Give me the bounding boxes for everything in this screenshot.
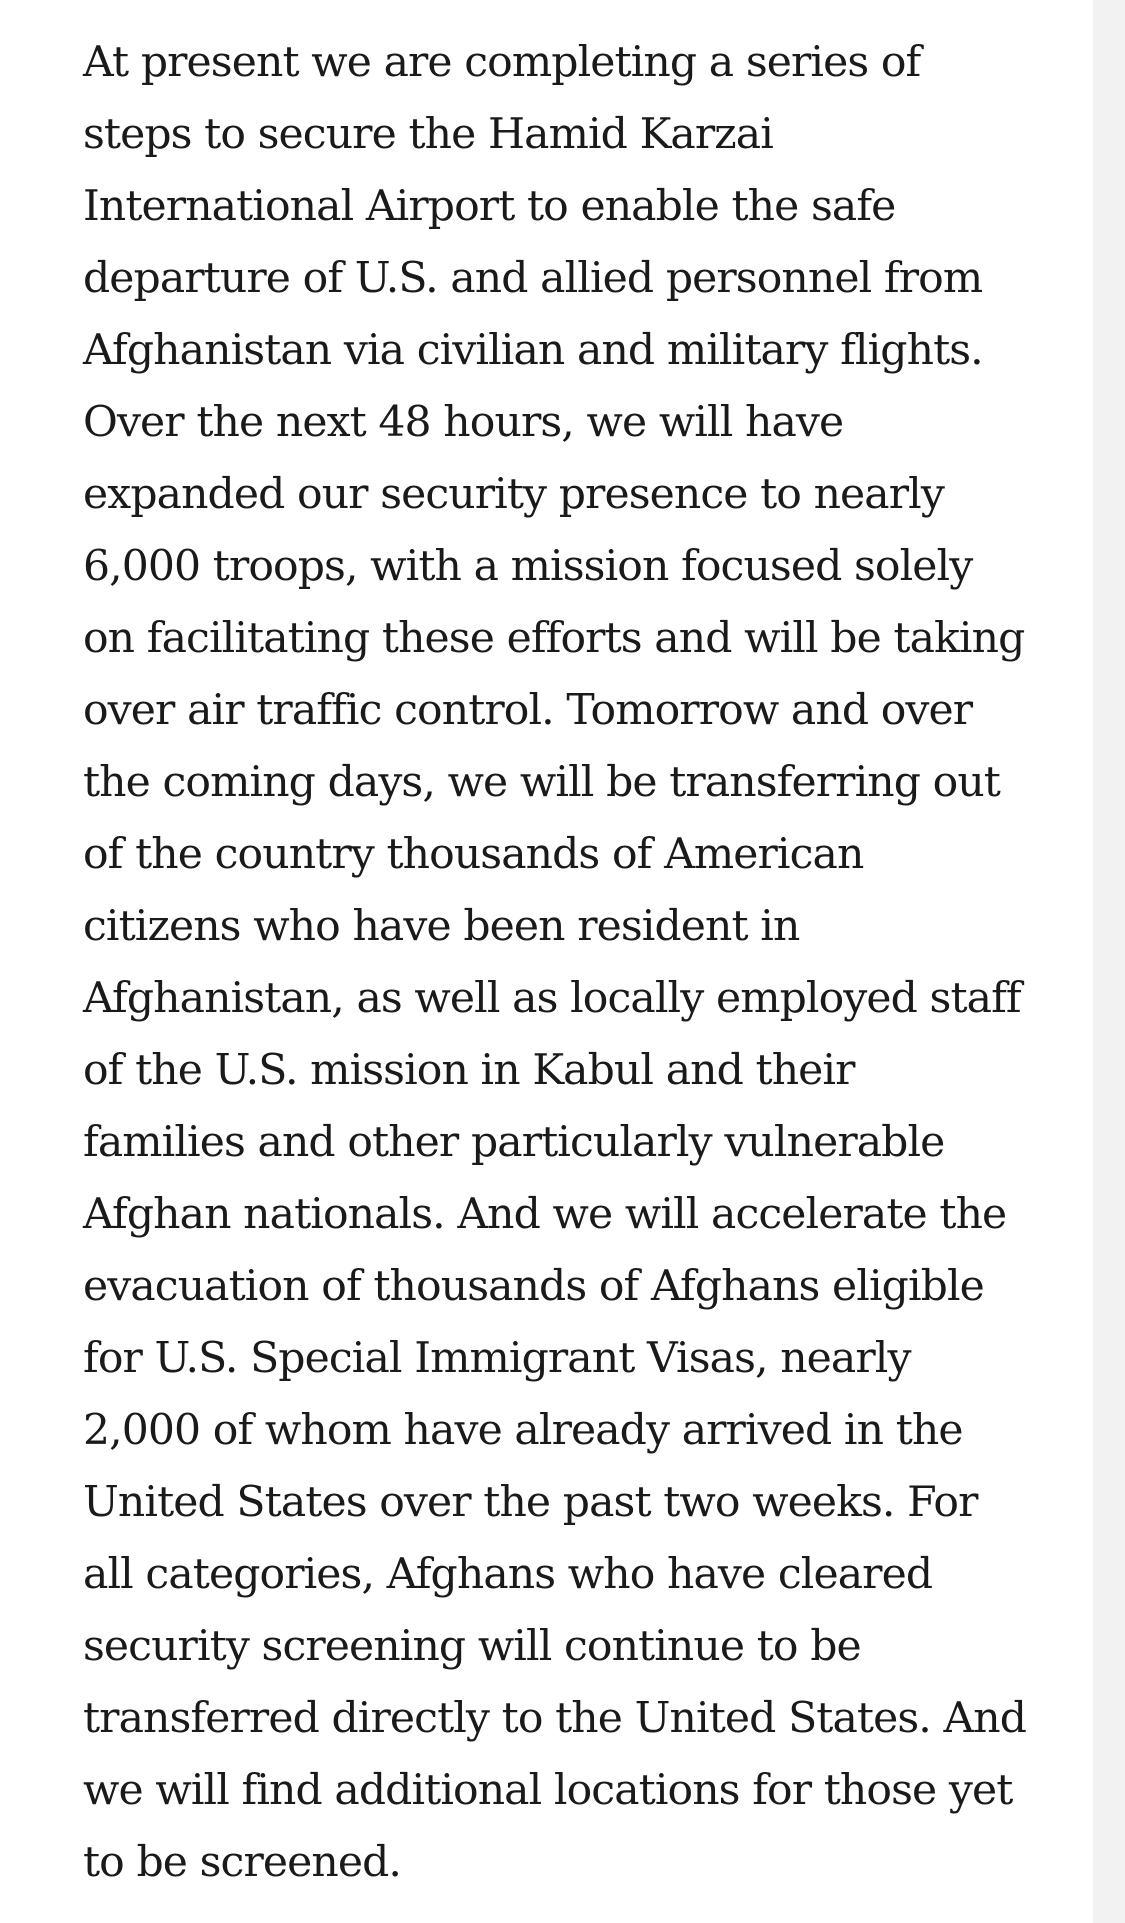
article-paragraph: At present we are completing a series of steps to secure the Hamid Karzai International Airport to enable the safe departure of U.S. and allied personnel from Afghanistan via civilian and military flights. Over the next 48 hours, we will have expanded our security presence to nearly 6,000 troops, with a mission focused solely on facilitating these efforts and will be taking over air traffic control. Tomorrow and over the coming days, we will be transferring out of the country thousands of American citizens who have been resident in Afghanistan, as well as locally employed staff of the U.S. mission in Kabul and their families and other particularly vulnerable Afghan nationals. And we will accelerate the evacuation of thousands of Afghans eligible for U.S. Special Immigrant Visas, nearly 2,000 of whom have already arrived in the United States over the past two weeks. For all categories, Afghans who have cleared security screening will continue to be transferred directly to the United States. And we will find additional locations for those yet to be screened.: [83, 38, 1027, 1887]
right-gutter: [1093, 0, 1125, 1923]
